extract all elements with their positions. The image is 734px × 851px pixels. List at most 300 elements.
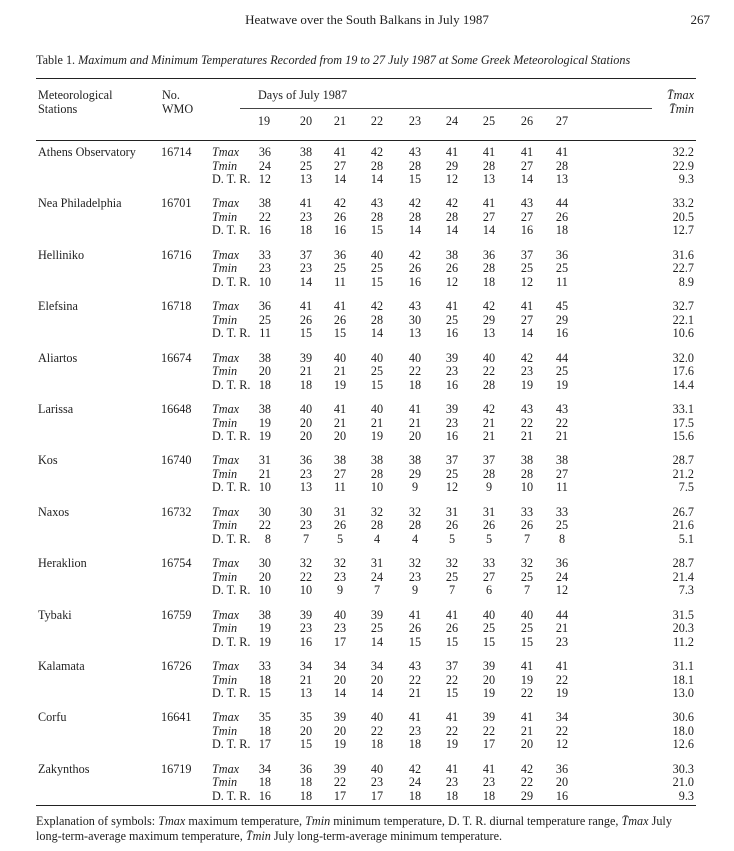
value-cell: 23	[445, 415, 459, 430]
tmin-line	[0, 724, 734, 738]
value-cell: 28	[370, 518, 384, 533]
station-row	[0, 505, 734, 553]
wmo-number: 16701	[161, 196, 192, 211]
value-cell: 34	[333, 659, 347, 673]
station-row	[0, 196, 734, 244]
tmax-line	[0, 145, 734, 159]
value-cell: 14	[482, 223, 496, 238]
station-name: Elefsina	[38, 299, 78, 314]
value-cell: 9	[411, 480, 419, 495]
value-cell: 19	[258, 415, 271, 430]
value-cell: 30	[299, 504, 313, 519]
metric-label: Tmax	[212, 607, 240, 622]
value-cell: 30	[408, 312, 422, 327]
metric-label: D. T. R.	[212, 480, 251, 495]
value-cell: 21	[299, 672, 313, 687]
value-cell: 30	[258, 504, 271, 519]
column-header-station: Meteorological Stations	[38, 88, 113, 116]
value-cell: 19	[445, 737, 459, 752]
footnote-tmax-avg-def: July long-term-average maximum temperature,	[36, 814, 672, 843]
value-cell: 42	[408, 761, 422, 776]
metric-label: Tmin	[212, 415, 238, 430]
value-cell: 40	[520, 607, 534, 622]
value-cell: 26	[555, 209, 569, 224]
metric-label: Tmin	[212, 466, 238, 481]
metric-label: D. T. R.	[212, 326, 251, 341]
value-cell: 14	[370, 172, 384, 186]
dtr-line	[0, 275, 734, 289]
metric-label: Tmin	[212, 261, 238, 276]
wmo-number: 16719	[161, 761, 192, 776]
value-cell: 22	[555, 672, 569, 687]
value-cell: 32	[408, 504, 422, 519]
value-cell: 11	[556, 480, 568, 495]
wmo-number: 16674	[161, 350, 192, 365]
value-cell: 14	[370, 326, 384, 341]
value-cell: 41	[408, 607, 422, 622]
value-cell: 18	[370, 737, 384, 752]
value-cell: 38	[555, 453, 569, 468]
table-bottom-rule	[36, 805, 696, 806]
metric-label: D. T. R.	[212, 223, 251, 238]
value-cell: 41	[333, 145, 347, 159]
wmo-number: 16714	[161, 145, 192, 159]
average-value: 33.2	[672, 196, 694, 211]
value-cell: 25	[445, 569, 459, 584]
metric-label: D. T. R.	[212, 634, 251, 649]
value-cell: 34	[299, 659, 313, 673]
average-value: 18.0	[672, 723, 694, 738]
station-row	[0, 145, 734, 193]
footnote-tmin-symbol: Tmin	[305, 814, 331, 828]
metric-label: Tmin	[212, 621, 238, 636]
value-cell: 31	[482, 504, 496, 519]
value-cell: 35	[299, 710, 313, 725]
value-cell: 22	[333, 775, 347, 790]
station-name: Athens Observatory	[38, 145, 136, 159]
value-cell: 13	[299, 480, 313, 495]
station-row	[0, 351, 734, 399]
tmin-line	[0, 261, 734, 275]
tmax-line	[0, 248, 734, 262]
value-cell: 23	[299, 621, 313, 636]
value-cell: 39	[299, 350, 313, 365]
value-cell: 31	[370, 556, 384, 571]
value-cell: 20	[408, 429, 422, 443]
metric-label: Tmin	[212, 723, 238, 738]
value-cell: 38	[370, 453, 384, 468]
value-cell: 21	[333, 364, 347, 379]
value-cell: 41	[555, 659, 569, 673]
metric-label: D. T. R.	[212, 172, 251, 186]
value-cell: 42	[408, 196, 422, 211]
value-cell: 25	[555, 518, 569, 533]
wmo-number: 16641	[161, 710, 192, 725]
value-cell: 8	[558, 531, 566, 546]
value-cell: 20	[299, 429, 313, 443]
value-cell: 37	[482, 453, 496, 468]
value-cell: 36	[555, 247, 569, 262]
tmin-line	[0, 159, 734, 173]
tmax-line	[0, 505, 734, 519]
value-cell: 22	[520, 686, 534, 700]
value-cell: 20	[370, 672, 384, 687]
metric-label: Tmax	[212, 453, 240, 468]
value-cell: 29	[555, 312, 569, 327]
value-cell: 25	[520, 261, 534, 276]
value-cell: 20	[482, 672, 496, 687]
tmin-line	[0, 518, 734, 532]
value-cell: 25	[258, 312, 271, 327]
value-cell: 38	[258, 350, 271, 365]
value-cell: 22	[520, 415, 534, 430]
value-cell: 16	[333, 223, 347, 238]
value-cell: 22	[408, 672, 422, 687]
value-cell: 41	[445, 761, 459, 776]
value-cell: 12	[520, 274, 534, 289]
value-cell: 13	[299, 686, 313, 700]
footnote-tmax-def: maximum temperature,	[188, 814, 303, 828]
value-cell: 17	[370, 788, 384, 803]
value-cell: 26	[299, 312, 313, 327]
value-cell: 21	[482, 415, 496, 430]
average-value: 21.4	[672, 569, 694, 584]
dtr-line	[0, 429, 734, 443]
value-cell: 39	[333, 710, 347, 725]
tmax-line	[0, 299, 734, 313]
value-cell: 27	[520, 312, 534, 327]
value-cell: 43	[520, 196, 534, 211]
value-cell: 26	[445, 518, 459, 533]
value-cell: 17	[333, 634, 347, 649]
tmin-line	[0, 364, 734, 378]
value-cell: 26	[482, 518, 496, 533]
average-value: 13.0	[672, 686, 694, 700]
value-cell: 41	[520, 659, 534, 673]
metric-label: Tmin	[212, 569, 238, 584]
value-cell: 34	[258, 761, 271, 776]
value-cell: 14	[408, 223, 422, 238]
tmax-line	[0, 608, 734, 622]
value-cell: 19	[482, 686, 496, 700]
value-cell: 16	[555, 788, 569, 803]
average-value: 22.7	[672, 261, 694, 276]
column-header-days: Days of July 1987	[258, 88, 348, 102]
value-cell: 41	[482, 761, 496, 776]
value-cell: 18	[408, 788, 422, 803]
dtr-line	[0, 378, 734, 392]
value-cell: 33	[520, 504, 534, 519]
value-cell: 39	[482, 710, 496, 725]
average-value: 28.7	[672, 453, 694, 468]
value-cell: 13	[482, 172, 496, 186]
page-number: 267	[690, 12, 710, 27]
value-cell: 21	[333, 415, 347, 430]
value-cell: 25	[482, 621, 496, 636]
value-cell: 45	[555, 299, 569, 314]
footnote-tmin-def: minimum temperature, D. T. R. diurnal temperature range,	[333, 814, 619, 828]
footnote-lead: Explanation of symbols:	[36, 814, 156, 828]
value-cell: 23	[408, 723, 422, 738]
value-cell: 22	[258, 518, 271, 533]
value-cell: 12	[258, 172, 271, 186]
value-cell: 41	[445, 607, 459, 622]
value-cell: 32	[333, 556, 347, 571]
value-cell: 22	[482, 364, 496, 379]
value-cell: 15	[258, 686, 271, 700]
value-cell: 26	[333, 209, 347, 224]
value-cell: 11	[556, 274, 568, 289]
value-cell: 14	[520, 326, 534, 341]
value-cell: 16	[445, 429, 459, 443]
value-cell: 22	[555, 723, 569, 738]
metric-label: Tmin	[212, 364, 238, 379]
value-cell: 13	[408, 326, 422, 341]
value-cell: 18	[258, 775, 271, 790]
value-cell: 27	[482, 209, 496, 224]
running-title: Heatwave over the South Balkans in July 1987	[245, 12, 489, 27]
value-cell: 18	[299, 223, 313, 238]
value-cell: 7	[448, 583, 456, 598]
average-value: 12.6	[672, 737, 694, 752]
value-cell: 38	[258, 196, 271, 211]
value-cell: 19	[258, 429, 271, 443]
value-cell: 21	[408, 415, 422, 430]
value-cell: 23	[299, 209, 313, 224]
value-cell: 20	[258, 364, 271, 379]
value-cell: 20	[299, 415, 313, 430]
value-cell: 16	[445, 326, 459, 341]
average-value: 32.7	[672, 299, 694, 314]
metric-label: D. T. R.	[212, 531, 251, 546]
value-cell: 18	[555, 223, 569, 238]
wmo-number: 16754	[161, 556, 192, 571]
tmin-line	[0, 210, 734, 224]
value-cell: 25	[520, 621, 534, 636]
value-cell: 32	[408, 556, 422, 571]
value-cell: 26	[333, 312, 347, 327]
dtr-line	[0, 532, 734, 546]
value-cell: 28	[370, 158, 384, 173]
value-cell: 28	[408, 209, 422, 224]
wmo-number: 16718	[161, 299, 192, 314]
tmax-line	[0, 402, 734, 416]
value-cell: 27	[482, 569, 496, 584]
value-cell: 7	[523, 531, 531, 546]
table-caption-text: Maximum and Minimum Temperatures Recorded from 19 to 27 July 1987 at Some Greek Meteorological Stations	[78, 53, 631, 67]
value-cell: 28	[408, 518, 422, 533]
station-name: Corfu	[38, 710, 67, 725]
value-cell: 12	[445, 172, 459, 186]
value-cell: 16	[520, 223, 534, 238]
value-cell: 42	[482, 402, 496, 416]
value-cell: 10	[370, 480, 384, 495]
station-name: Larissa	[38, 402, 74, 416]
value-cell: 32	[445, 556, 459, 571]
value-cell: 21	[370, 415, 384, 430]
value-cell: 33	[258, 659, 271, 673]
station-row	[0, 659, 734, 707]
value-cell: 4	[411, 531, 419, 546]
metric-label: Tmax	[212, 350, 240, 365]
value-cell: 15	[408, 634, 422, 649]
metric-label: Tmin	[212, 775, 238, 790]
dtr-line	[0, 635, 734, 649]
tmin-line	[0, 416, 734, 430]
average-value: 17.6	[672, 364, 694, 379]
station-row	[0, 556, 734, 604]
value-cell: 25	[370, 364, 384, 379]
value-cell: 11	[334, 480, 346, 495]
value-cell: 28	[482, 158, 496, 173]
value-cell: 42	[370, 145, 384, 159]
value-cell: 18	[408, 737, 422, 752]
value-cell: 36	[555, 761, 569, 776]
day-label: 21	[333, 114, 347, 128]
wmo-number: 16726	[161, 659, 192, 673]
value-cell: 39	[482, 659, 496, 673]
value-cell: 37	[445, 659, 459, 673]
value-cell: 23	[445, 364, 459, 379]
metric-label: Tmax	[212, 402, 240, 416]
value-cell: 14	[520, 172, 534, 186]
metric-label: Tmax	[212, 761, 240, 776]
value-cell: 25	[555, 364, 569, 379]
station-name: Kos	[38, 453, 58, 468]
wmo-number: 16740	[161, 453, 192, 468]
value-cell: 38	[520, 453, 534, 468]
average-value: 20.3	[672, 621, 694, 636]
value-cell: 20	[520, 737, 534, 752]
dtr-line	[0, 480, 734, 494]
average-value: 31.6	[672, 247, 694, 262]
footnote-tmin-avg-symbol: T̄min	[245, 829, 271, 843]
value-cell: 21	[408, 686, 422, 700]
value-cell: 21	[258, 466, 271, 481]
average-value: 7.3	[678, 583, 694, 598]
value-cell: 15	[520, 634, 534, 649]
value-cell: 15	[299, 737, 313, 752]
value-cell: 22	[408, 364, 422, 379]
station-name: Helliniko	[38, 247, 85, 262]
metric-label: Tmax	[212, 196, 240, 211]
days-underline	[240, 108, 652, 109]
value-cell: 17	[258, 737, 271, 752]
value-cell: 10	[258, 480, 271, 495]
value-cell: 22	[445, 672, 459, 687]
value-cell: 31	[258, 453, 271, 468]
average-value: 9.3	[678, 172, 694, 186]
value-cell: 16	[555, 326, 569, 341]
value-cell: 39	[445, 402, 459, 416]
tmin-line	[0, 775, 734, 789]
value-cell: 23	[258, 261, 271, 276]
page-header	[0, 12, 734, 30]
value-cell: 44	[555, 350, 569, 365]
value-cell: 19	[333, 737, 347, 752]
metric-label: D. T. R.	[212, 274, 251, 289]
value-cell: 41	[482, 196, 496, 211]
average-value: 31.5	[672, 607, 694, 622]
value-cell: 40	[370, 761, 384, 776]
day-label: 26	[520, 114, 534, 128]
value-cell: 39	[370, 607, 384, 622]
value-cell: 43	[408, 659, 422, 673]
metric-label: D. T. R.	[212, 377, 251, 392]
average-value: 11.2	[673, 634, 694, 649]
dtr-line	[0, 686, 734, 700]
value-cell: 44	[555, 196, 569, 211]
value-cell: 23	[482, 775, 496, 790]
value-cell: 11	[259, 326, 271, 341]
average-value: 15.6	[672, 429, 694, 443]
value-cell: 22	[258, 209, 271, 224]
value-cell: 18	[445, 788, 459, 803]
value-cell: 22	[555, 415, 569, 430]
value-cell: 43	[520, 402, 534, 416]
value-cell: 42	[520, 761, 534, 776]
dtr-line	[0, 172, 734, 186]
value-cell: 14	[445, 223, 459, 238]
value-cell: 20	[555, 775, 569, 790]
station-row	[0, 762, 734, 810]
value-cell: 41	[445, 145, 459, 159]
value-cell: 24	[408, 775, 422, 790]
value-cell: 33	[482, 556, 496, 571]
station-name: Nea Philadelphia	[38, 196, 122, 211]
metric-label: Tmax	[212, 504, 240, 519]
value-cell: 24	[555, 569, 569, 584]
value-cell: 23	[520, 364, 534, 379]
value-cell: 18	[482, 274, 496, 289]
value-cell: 25	[333, 261, 347, 276]
day-label: 25	[482, 114, 496, 128]
value-cell: 19	[520, 377, 534, 392]
metric-label: Tmax	[212, 247, 240, 262]
value-cell: 37	[445, 453, 459, 468]
value-cell: 43	[555, 402, 569, 416]
value-cell: 23	[445, 775, 459, 790]
value-cell: 28	[520, 466, 534, 481]
value-cell: 37	[520, 247, 534, 262]
value-cell: 13	[482, 326, 496, 341]
table-label: Table 1.	[36, 53, 76, 67]
station-name: Heraklion	[38, 556, 87, 571]
value-cell: 14	[333, 172, 347, 186]
value-cell: 15	[482, 634, 496, 649]
station-name: Kalamata	[38, 659, 85, 673]
value-cell: 27	[555, 466, 569, 481]
metric-label: D. T. R.	[212, 429, 251, 443]
station-row	[0, 402, 734, 450]
value-cell: 29	[408, 466, 422, 481]
value-cell: 23	[555, 634, 569, 649]
value-cell: 19	[370, 429, 384, 443]
average-value: 31.1	[672, 659, 694, 673]
value-cell: 18	[299, 788, 313, 803]
value-cell: 5	[336, 531, 344, 546]
value-cell: 40	[482, 607, 496, 622]
dtr-line	[0, 223, 734, 237]
value-cell: 10	[258, 274, 271, 289]
value-cell: 21	[482, 429, 496, 443]
average-value: 20.5	[672, 209, 694, 224]
value-cell: 13	[299, 172, 313, 186]
value-cell: 36	[333, 247, 347, 262]
value-cell: 20	[299, 723, 313, 738]
value-cell: 23	[333, 621, 347, 636]
value-cell: 26	[408, 621, 422, 636]
